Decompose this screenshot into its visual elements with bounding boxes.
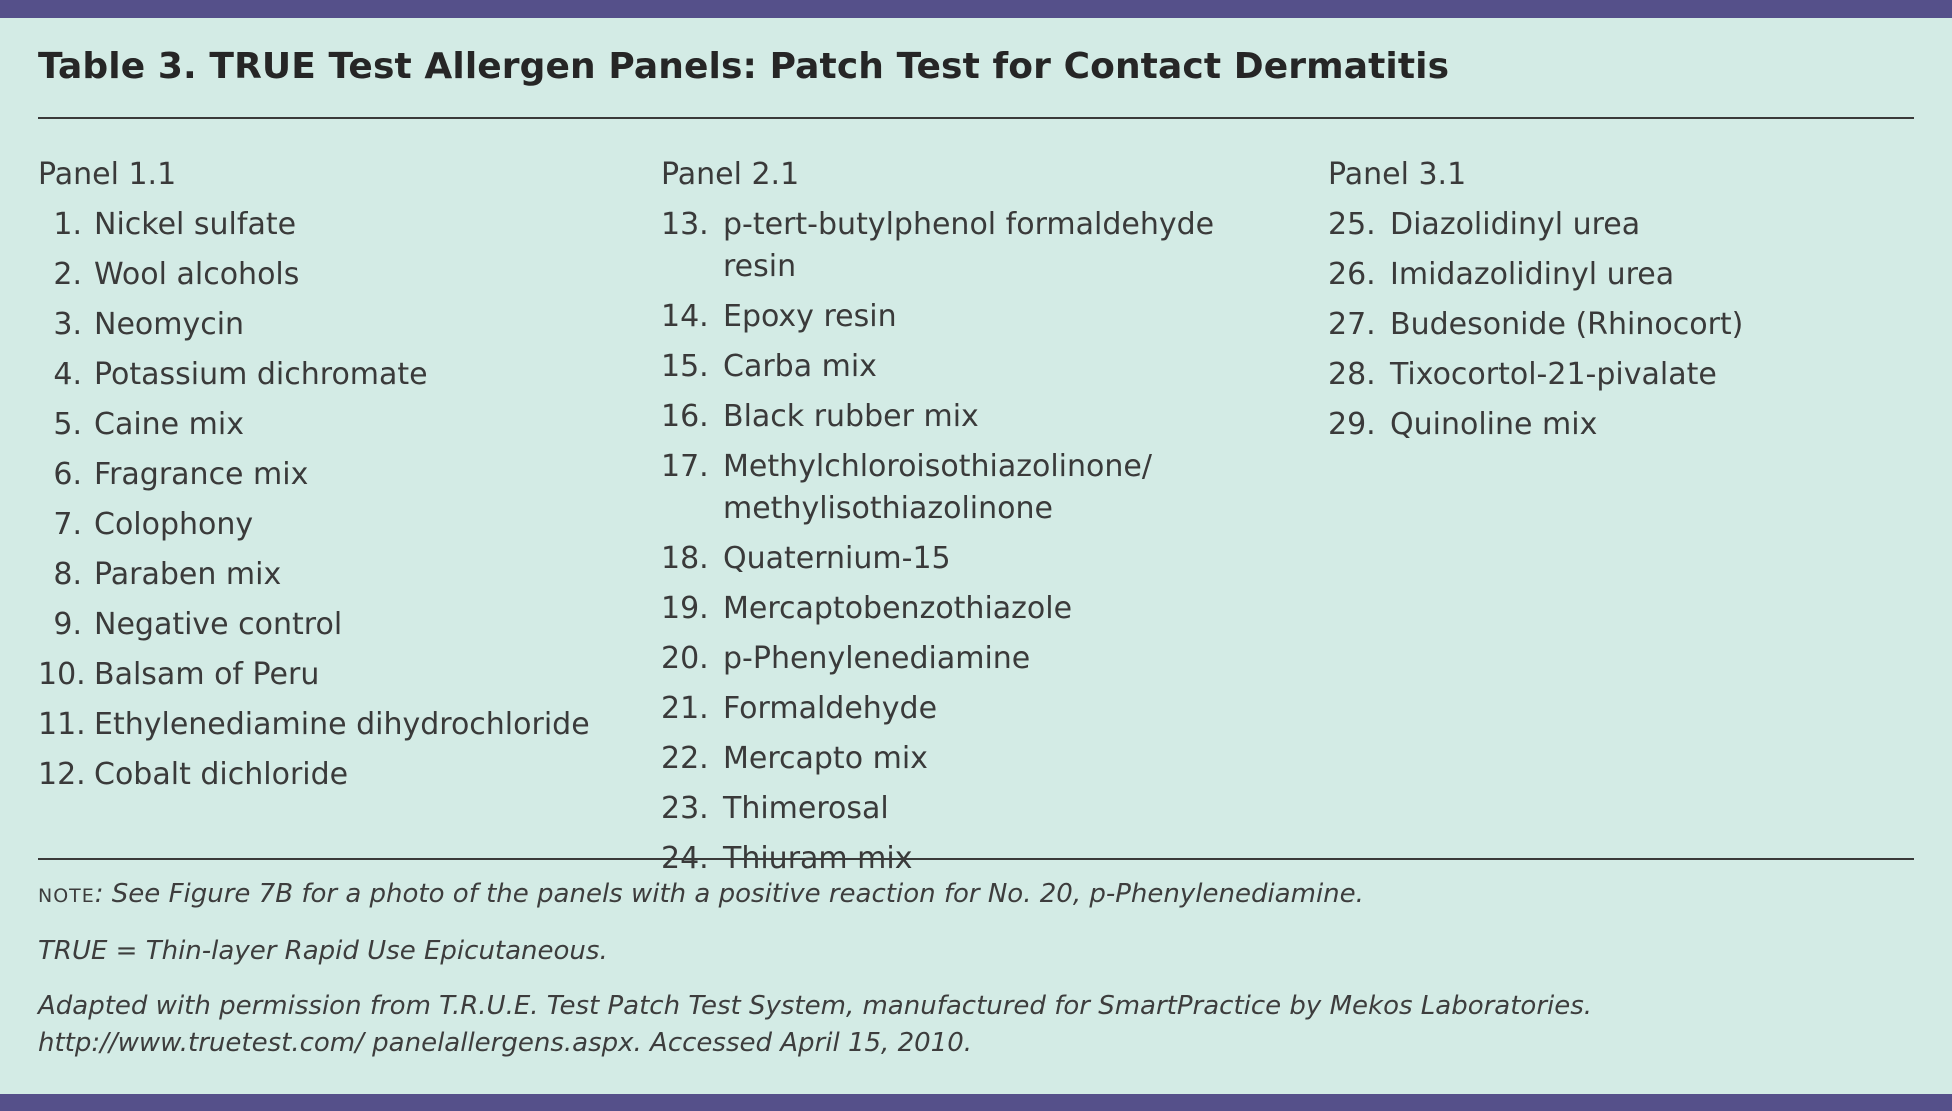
list-item [1328,300,1888,350]
list-item [38,550,638,600]
panel-column-2 [661,150,1301,884]
list-item [38,400,638,450]
panel-heading: Panel 3.1 [1328,157,1467,192]
item-number: 12. [38,757,86,792]
item-number: 1. [53,207,82,242]
panel-column-1 [38,150,638,800]
list-item [661,784,1301,834]
allergen-name: Quaternium-15 [723,541,951,576]
allergen-name: Negative control [94,607,343,642]
item-number: 6. [53,457,82,492]
allergen-name: Colophony [94,507,254,542]
item-number: 17. [661,449,709,484]
allergen-name: Paraben mix [94,557,282,592]
list-item [38,650,638,700]
allergen-name: Quinoline mix [1390,407,1598,442]
allergen-name: Black rubber mix [723,399,979,434]
allergen-name: Nickel sulfate [94,207,297,242]
allergen-name: Cobalt dichloride [94,757,349,792]
list-item [1328,400,1888,450]
item-number: 25. [1328,207,1376,242]
item-number: 21. [661,691,709,726]
list-item [661,392,1301,442]
list-item [661,734,1301,784]
list-item [661,292,1301,342]
item-number: 20. [661,641,709,676]
allergen-list [1328,200,1888,450]
list-item [661,534,1301,584]
allergen-name: Methylchloroisothiazolinone/ methylisothiazolinone [723,449,1152,526]
list-item [661,684,1301,734]
list-item [38,250,638,300]
footnote-source: Adapted with permission from T.R.U.E. Test Patch Test System, manufactured for SmartPractice by Mekos Laboratories. http://www.truetest.com/ panelallergens.aspx. Accessed April 15, 2010. [38,991,1593,1058]
allergen-name: p-tert-butylphenol formaldehyde resin [723,207,1215,284]
bottom-accent-bar [0,1094,1952,1111]
list-item [38,350,638,400]
allergen-name: Mercapto mix [723,741,928,776]
list-item [661,342,1301,392]
allergen-name: Fragrance mix [94,457,309,492]
item-number: 18. [661,541,709,576]
item-number: 2. [53,257,82,292]
list-item [1328,200,1888,250]
item-number: 7. [53,507,82,542]
item-number: 8. [53,557,82,592]
item-number: 9. [53,607,82,642]
item-number: 22. [661,741,709,776]
item-number: 19. [661,591,709,626]
allergen-name: Imidazolidinyl urea [1390,257,1675,292]
footnote-note [38,876,1914,915]
item-number: 24. [661,841,709,876]
table-footnotes [38,876,1914,1080]
allergen-name: Neomycin [94,307,245,342]
list-item [38,600,638,650]
note-text: : See Figure 7B for a photo of the panels with a positive reaction for No. 20, p-Phenylenediamine. [94,879,1364,909]
allergen-name: Balsam of Peru [94,657,320,692]
item-number: 27. [1328,307,1376,342]
allergen-name: Caine mix [94,407,244,442]
list-item [661,200,1301,292]
list-item [1328,250,1888,300]
panel-heading: Panel 2.1 [661,157,800,192]
panel-column-3 [1328,150,1888,450]
item-number: 23. [661,791,709,826]
list-item [661,584,1301,634]
allergen-name: Epoxy resin [723,299,897,334]
allergen-name: Wool alcohols [94,257,300,292]
top-accent-bar [0,0,1952,18]
table-title: Table 3. TRUE Test Allergen Panels: Patch Test for Contact Dermatitis [38,46,1450,87]
list-item [38,450,638,500]
allergen-name: Thimerosal [723,791,889,826]
item-number: 10. [38,657,86,692]
item-number: 26. [1328,257,1376,292]
list-item [38,500,638,550]
list-item [38,750,638,800]
item-number: 13. [661,207,709,242]
allergen-name: Ethylenediamine dihydrochloride [94,707,590,742]
allergen-list [661,200,1301,884]
list-item [38,300,638,350]
list-item [661,442,1301,534]
allergen-name: Budesonide (Rhinocort) [1390,307,1744,342]
item-number: 5. [53,407,82,442]
item-number: 15. [661,349,709,384]
item-number: 4. [53,357,82,392]
panel-heading: Panel 1.1 [38,157,177,192]
footnote-abbreviation: TRUE = Thin-layer Rapid Use Epicutaneous. [38,936,608,966]
allergen-name: Potassium dichromate [94,357,428,392]
title-divider [38,117,1914,119]
allergen-name: p-Phenylenediamine [723,641,1031,676]
allergen-name: Carba mix [723,349,877,384]
list-item [1328,350,1888,400]
item-number: 28. [1328,357,1376,392]
list-item [38,200,638,250]
item-number: 11. [38,707,86,742]
list-item [661,634,1301,684]
allergen-name: Mercaptobenzothiazole [723,591,1073,626]
note-label: NOTE [38,885,95,907]
allergen-name: Tixocortol-21-pivalate [1390,357,1717,392]
allergen-list [38,200,638,800]
allergen-name: Formaldehyde [723,691,938,726]
item-number: 14. [661,299,709,334]
item-number: 3. [53,307,82,342]
list-item [38,700,638,750]
footnote-divider [38,858,1914,860]
allergen-name: Diazolidinyl urea [1390,207,1641,242]
allergen-name: Thiuram mix [723,841,913,876]
item-number: 16. [661,399,709,434]
item-number: 29. [1328,407,1376,442]
